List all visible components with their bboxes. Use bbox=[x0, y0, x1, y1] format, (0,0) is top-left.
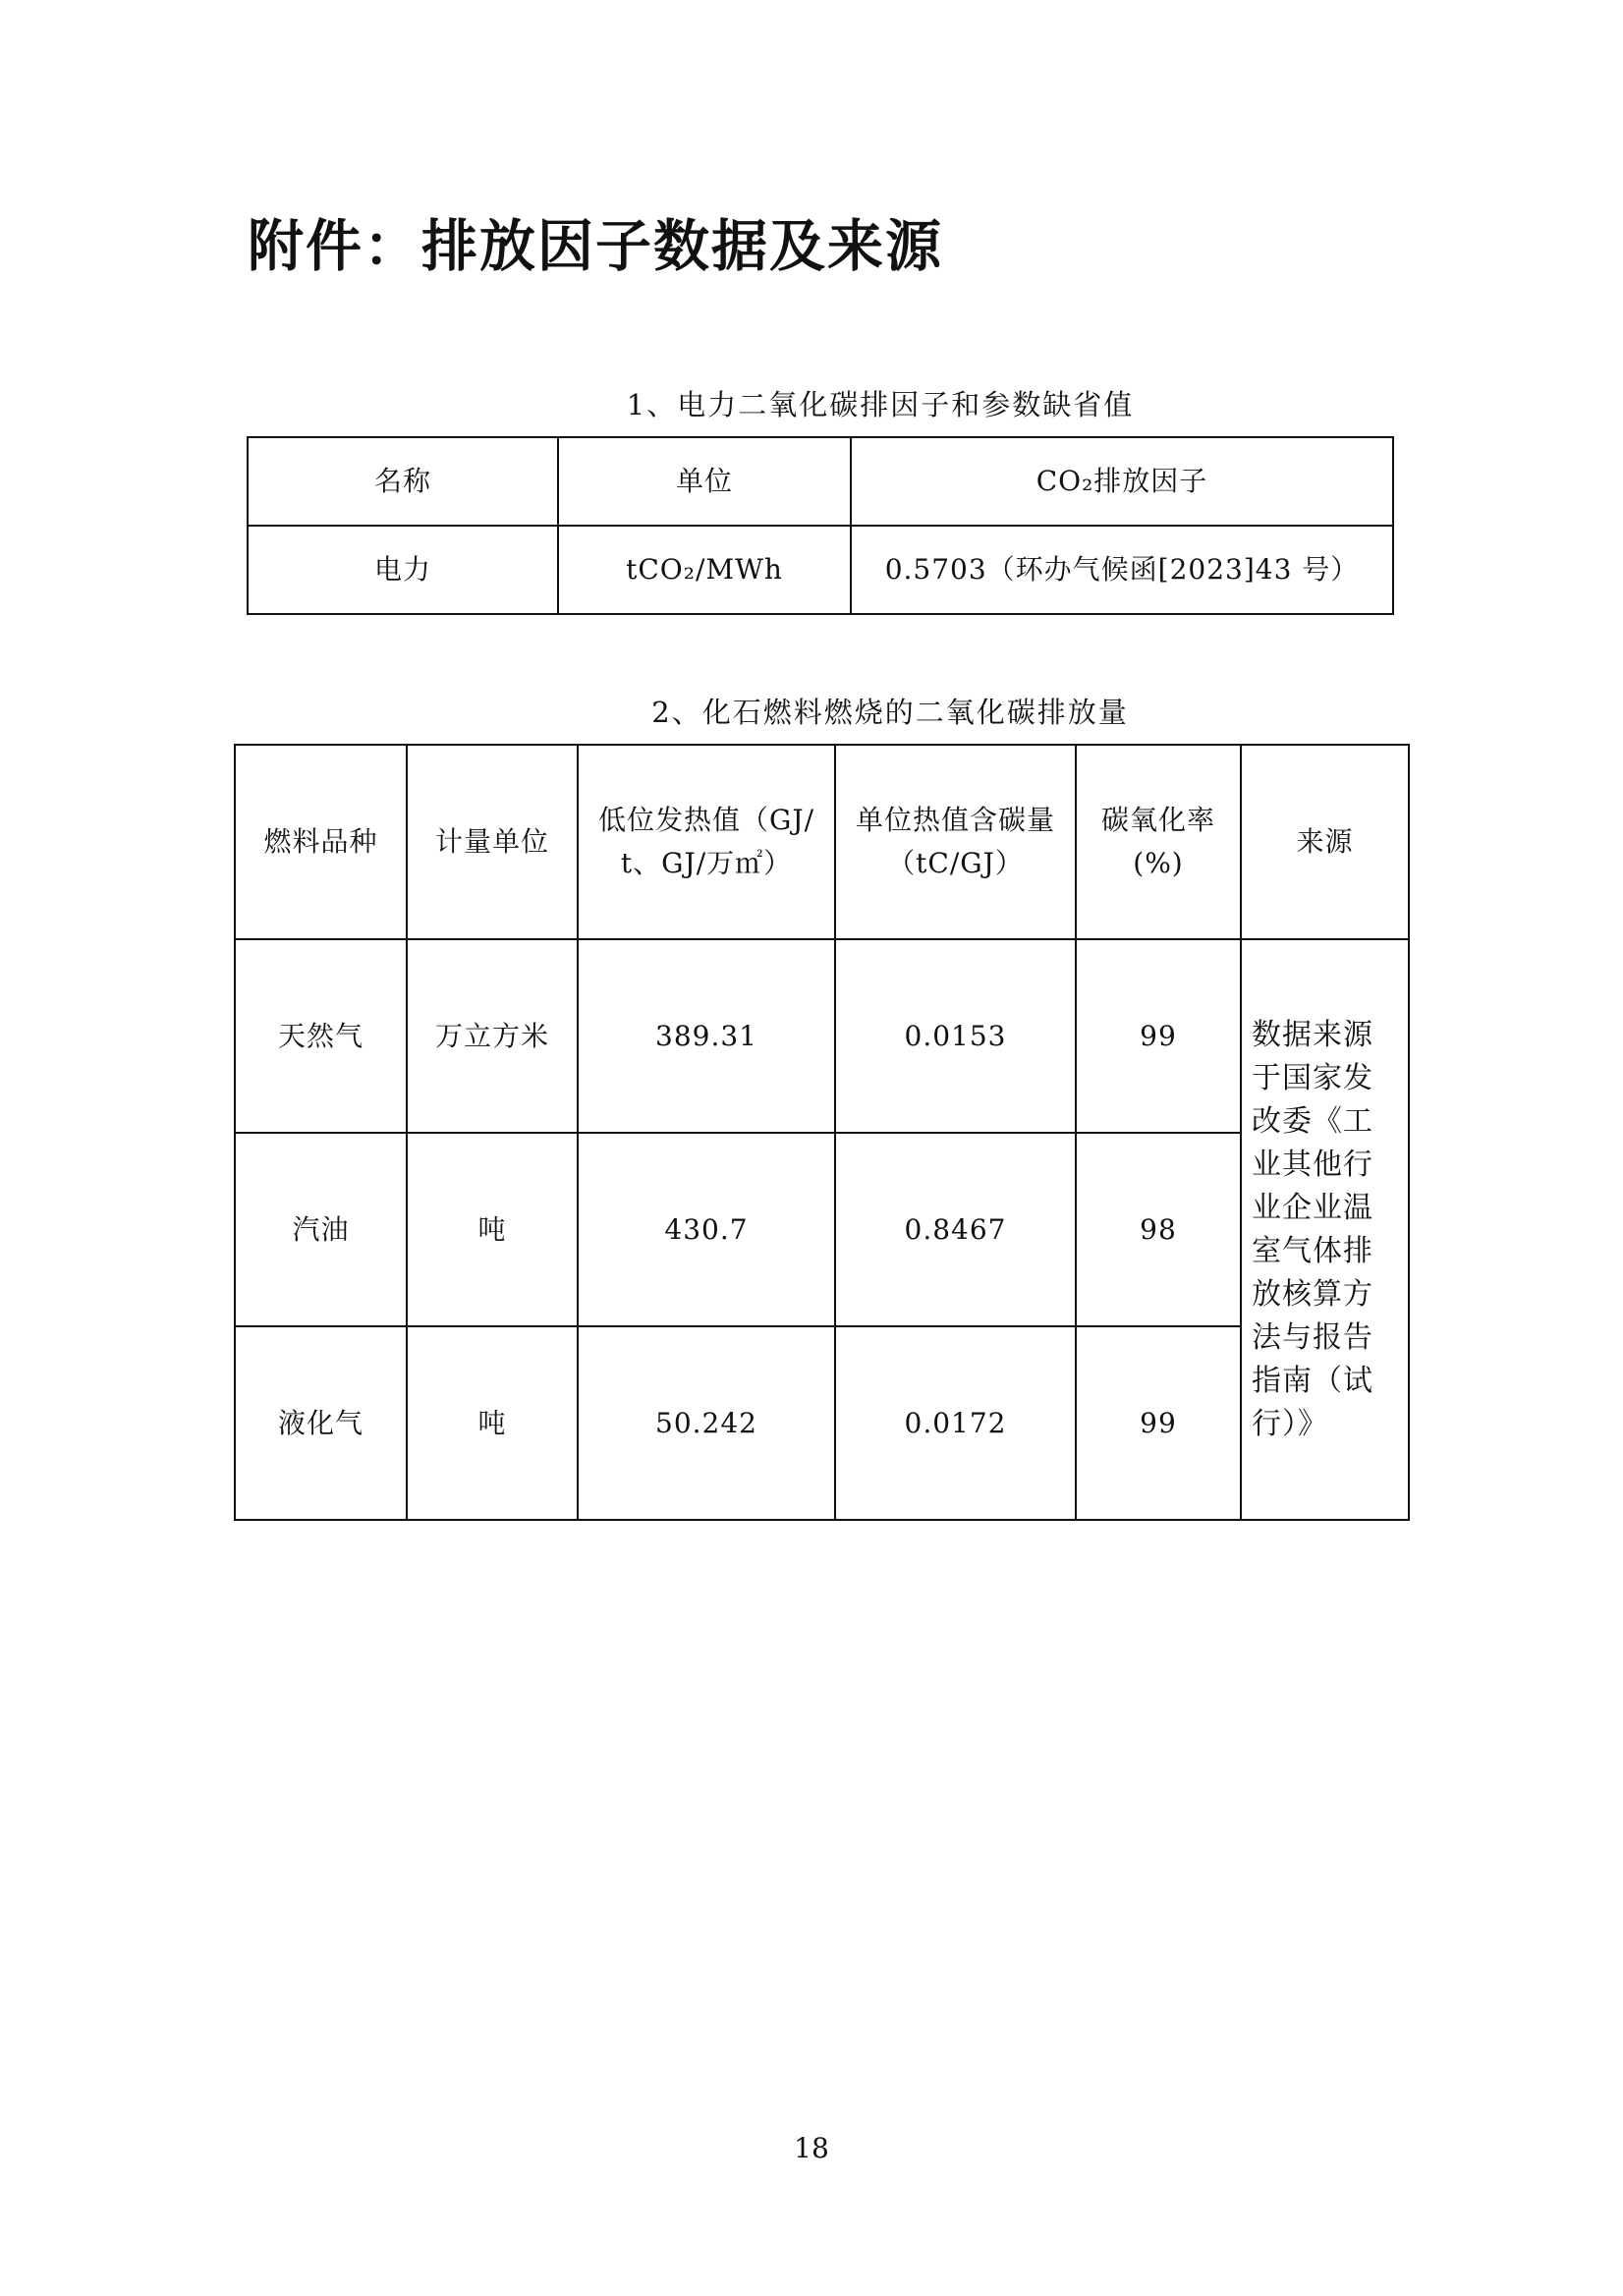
header-oxidation-rate: 碳氧化率(%) bbox=[1076, 745, 1241, 939]
table-header-row bbox=[248, 437, 1393, 526]
cell-carbon-content: 0.0172 bbox=[835, 1326, 1076, 1520]
header-name: 名称 bbox=[248, 437, 558, 526]
table-header-row bbox=[235, 745, 1409, 939]
table-row bbox=[235, 939, 1409, 1133]
cell-unit: 吨 bbox=[407, 1326, 578, 1520]
cell-carbon-content: 0.0153 bbox=[835, 939, 1076, 1133]
table-row bbox=[248, 526, 1393, 614]
cell-source: 数据来源于国家发改委《工业其他行业企业温室气体排放核算方法与报告指南（试行）》 bbox=[1241, 939, 1409, 1520]
cell-fuel-type: 天然气 bbox=[235, 939, 407, 1133]
cell-carbon-content: 0.8467 bbox=[835, 1133, 1076, 1326]
fuel-combustion-table bbox=[234, 744, 1410, 1521]
cell-name: 电力 bbox=[248, 526, 558, 614]
header-fuel-type: 燃料品种 bbox=[235, 745, 407, 939]
page-number: 18 bbox=[794, 2132, 829, 2164]
table2-caption: 2、化石燃料燃烧的二氧化碳排放量 bbox=[651, 696, 1129, 729]
cell-oxidation-rate: 98 bbox=[1076, 1133, 1241, 1326]
header-calorific-value: 低位发热值（GJ/t、GJ/万㎡） bbox=[578, 745, 835, 939]
cell-oxidation-rate: 99 bbox=[1076, 939, 1241, 1133]
header-carbon-content: 单位热值含碳量（tC/GJ） bbox=[835, 745, 1076, 939]
cell-calorific-value: 389.31 bbox=[578, 939, 835, 1133]
page-heading: 附件：排放因子数据及来源 bbox=[248, 214, 943, 279]
header-unit: 计量单位 bbox=[407, 745, 578, 939]
electricity-factor-table bbox=[247, 436, 1394, 615]
header-unit: 单位 bbox=[558, 437, 851, 526]
header-source: 来源 bbox=[1241, 745, 1409, 939]
table1-caption: 1、电力二氧化碳排因子和参数缺省值 bbox=[626, 388, 1135, 421]
cell-unit: 吨 bbox=[407, 1133, 578, 1326]
cell-fuel-type: 液化气 bbox=[235, 1326, 407, 1520]
cell-factor: 0.5703（环办气候函[2023]43 号） bbox=[851, 526, 1393, 614]
cell-unit: tCO₂/MWh bbox=[558, 526, 851, 614]
cell-oxidation-rate: 99 bbox=[1076, 1326, 1241, 1520]
table-row bbox=[235, 1133, 1409, 1326]
cell-calorific-value: 50.242 bbox=[578, 1326, 835, 1520]
cell-unit: 万立方米 bbox=[407, 939, 578, 1133]
table-row bbox=[235, 1326, 1409, 1520]
cell-calorific-value: 430.7 bbox=[578, 1133, 835, 1326]
header-co2-factor: CO₂排放因子 bbox=[851, 437, 1393, 526]
cell-fuel-type: 汽油 bbox=[235, 1133, 407, 1326]
